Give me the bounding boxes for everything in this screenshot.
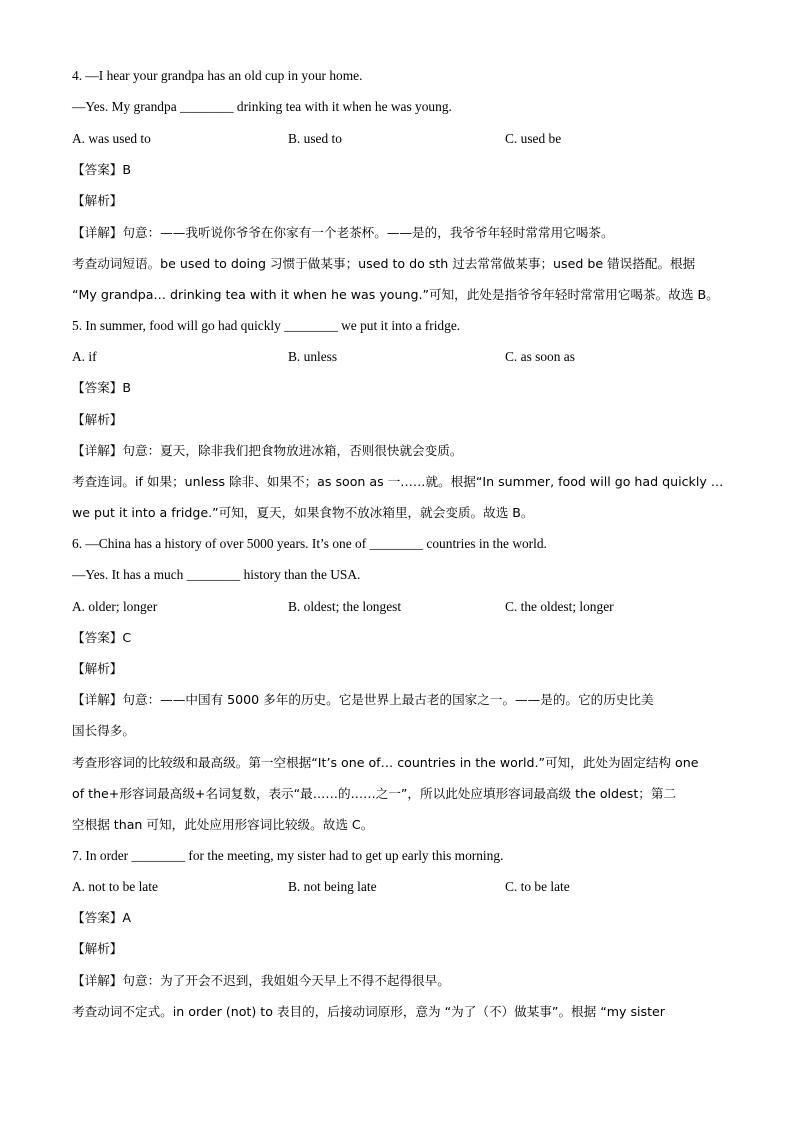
question-7-stem: 7. In order ________ for the meeting, my sister had to get up early this morning. (72, 848, 504, 863)
question-4-stem: 4. —I hear your grandpa has an old cup in your home. (72, 68, 363, 83)
question-7-option-a: A. not to be late (72, 879, 158, 894)
question-6-answer: 【答案】C (72, 630, 132, 645)
question-4-analysis-label: 【解析】 (72, 193, 123, 208)
question-4-option-c: C. used be (505, 131, 562, 146)
question-5-option-a: A. if (72, 349, 97, 364)
question-6-explanation-line: of the+形容词最高级+名词复数，表示“最……的……之一”，所以此处应填形容词最高级 the oldest；第二 (72, 786, 677, 801)
question-6-option-b: B. oldest; the longest (288, 599, 402, 614)
question-6-explanation-line: 考查形容词的比较级和最高级。第一空根据“It’s one of… countries in the world.”可知，此处为固定结构 one (72, 755, 699, 770)
question-6-detail-continued: 国长得多。 (72, 723, 135, 738)
question-4-explanation-line: 考查动词短语。be used to doing 习惯于做某事；used to do sth 过去常常做某事；used be 错误搭配。根据 (72, 256, 696, 271)
question-6-option-a: A. older; longer (72, 599, 158, 614)
question-6-detail: 【详解】句意：——中国有 5000 多年的历史。它是世界上最古老的国家之一。——是的。它的历史比美 (72, 692, 654, 707)
question-4-stem-reply: —Yes. My grandpa ________ drinking tea with it when he was young. (72, 99, 452, 114)
question-6-stem-reply: —Yes. It has a much ________ history than the USA. (72, 567, 361, 582)
question-4-option-a: A. was used to (72, 131, 151, 146)
question-5-option-b: B. unless (288, 349, 338, 364)
question-6-option-c: C. the oldest; longer (505, 599, 614, 614)
question-7-option-c: C. to be late (505, 879, 570, 894)
question-5-analysis-label: 【解析】 (72, 412, 123, 427)
question-5-option-c: C. as soon as (505, 349, 575, 364)
question-7-analysis-label: 【解析】 (72, 941, 123, 956)
question-4-explanation-line: “My grandpa… drinking tea with it when he was young.”可知，此处是指爷爷年轻时常常用它喝茶。故选 B。 (72, 287, 719, 302)
question-4-option-b: B. used to (288, 131, 342, 146)
question-7-detail: 【详解】句意：为了开会不迟到，我姐姐今天早上不得不起得很早。 (72, 973, 450, 988)
question-6-explanation-line: 空根据 than 可知，此处应用形容词比较级。故选 C。 (72, 817, 374, 832)
question-6-analysis-label: 【解析】 (72, 661, 123, 676)
question-5-explanation-line: 考查连词。if 如果；unless 除非、如果不；as soon as 一……就。根据“In summer, food will go had quickly … (72, 474, 724, 489)
question-6-stem: 6. —China has a history of over 5000 years. It’s one of ________ countries in the world. (72, 536, 547, 551)
question-4-answer: 【答案】B (72, 162, 132, 177)
question-5-explanation-line: we put it into a fridge.”可知，夏天，如果食物不放冰箱里，就会变质。故选 B。 (72, 505, 534, 520)
question-5-detail: 【详解】句意：夏天，除非我们把食物放进冰箱，否则很快就会变质。 (72, 443, 463, 458)
question-7-explanation-line: 考查动词不定式。in order (not) to 表目的，后接动词原形，意为 “为了（不）做某事”。根据 “my sister (72, 1004, 665, 1019)
question-7-option-b: B. not being late (288, 879, 377, 894)
question-7-answer: 【答案】A (72, 910, 131, 925)
question-5-stem: 5. In summer, food will go had quickly ________ we put it into a fridge. (72, 318, 461, 333)
question-4-detail: 【详解】句意：——我听说你爷爷在你家有一个老茶杯。——是的，我爷爷年轻时常常用它喝茶。 (72, 225, 614, 240)
question-5-answer: 【答案】B (72, 380, 132, 395)
